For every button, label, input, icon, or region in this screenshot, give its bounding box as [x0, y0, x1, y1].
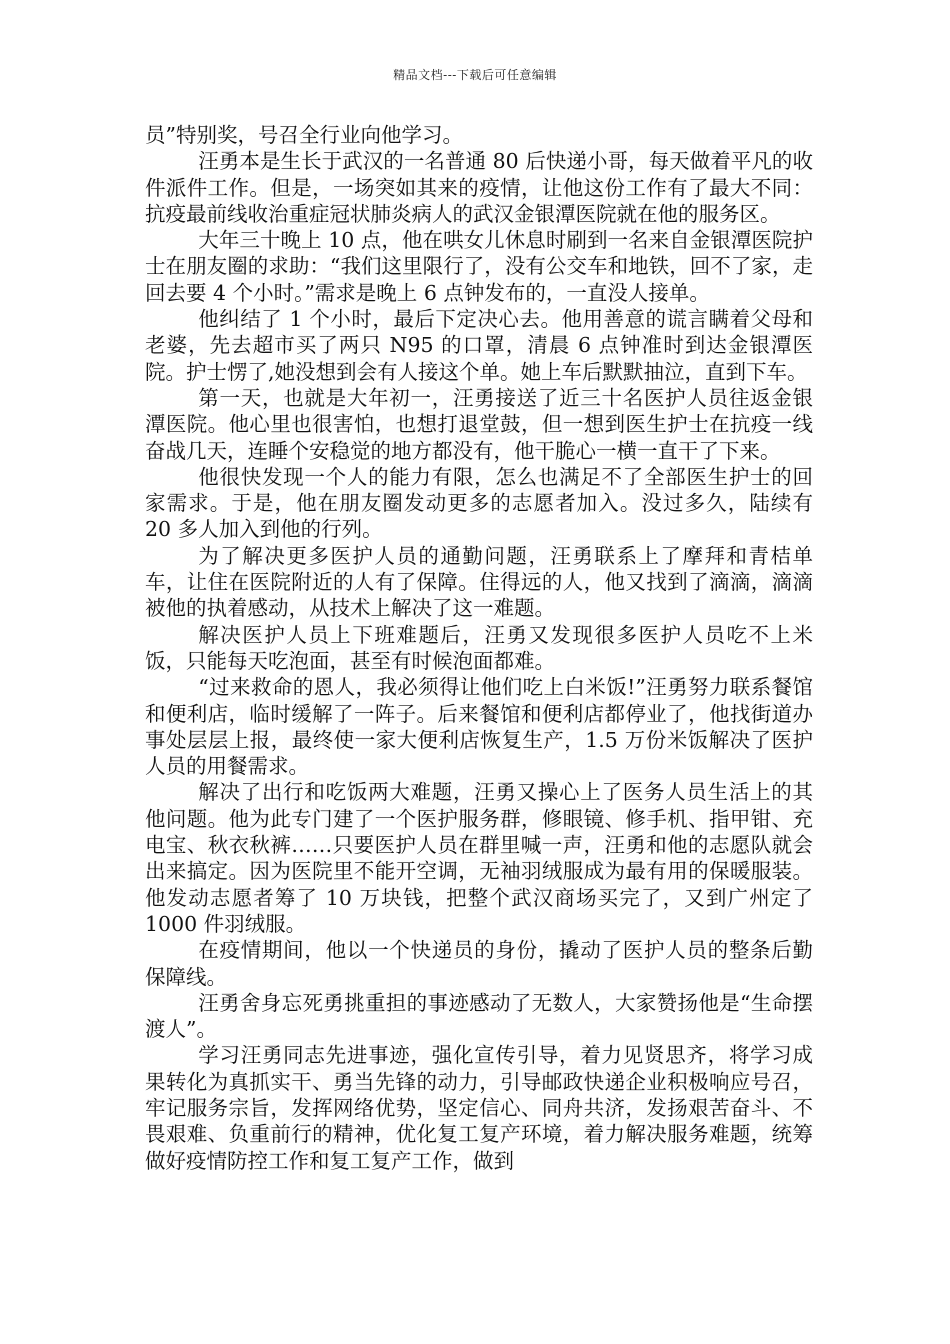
- paragraph: 第一天，也就是大年初一，汪勇接送了近三十名医护人员往返金银潭医院。他心里也很害怕，也想打退堂鼓，但一想到医生护士在抗疫一线奋战几天，连睡个安稳觉的地方都没有，他干脆心一横一直干了下来。: [145, 385, 813, 463]
- paragraph: 汪勇本是生长于武汉的一名普通 80 后快递小哥，每天做着平凡的收件派件工作。但是，一场突如其来的疫情，让他这份工作有了最大不同：抗疫最前线收治重症冠状肺炎病人的武汉金银潭医院就在他的服务区。: [145, 149, 813, 226]
- paragraph: 汪勇舍身忘死勇挑重担的事迹感动了无数人，大家赞扬他是“生命摆渡人”。: [145, 990, 813, 1042]
- paragraph: 解决了出行和吃饭两大难题，汪勇又操心上了医务人员生活上的其他问题。他为此专门建了一个医护服务群，修眼镜、修手机、指甲钳、充电宝、秋衣秋裤……只要医护人员在群里喊一声，汪勇和他的志愿队就会出来搞定。因为医院里不能开空调，无袖羽绒服成为最有用的保暖服装。他发动志愿者筹了 10 万块钱，把整个武汉商场买完了，又到广州定了 1000 件羽绒服。: [145, 780, 813, 936]
- paragraph: 解决医护人员上下班难题后，汪勇又发现很多医护人员吃不上米饭，只能每天吃泡面，甚至有时候泡面都难。: [145, 622, 813, 673]
- paragraph: 他很快发现一个人的能力有限，怎么也满足不了全部医生护士的回家需求。于是，他在朋友圈发动更多的志愿者加入。没过多久，陆续有 20 多人加入到他的行列。: [145, 464, 813, 542]
- paragraph: 在疫情期间，他以一个快递员的身份，撬动了医护人员的整条后勤保障线。: [145, 938, 813, 989]
- paragraph: “过来救命的恩人，我必须得让他们吃上白米饭!”汪勇努力联系餐馆和便利店，临时缓解了一阵子。后来餐馆和便利店都停业了，他找街道办事处层层上报，最终使一家大便利店恢复生产，1.5 万份米饭解决了医护人员的用餐需求。: [145, 675, 813, 779]
- paragraph-continuation: 员”特别奖，号召全行业向他学习。: [145, 123, 463, 147]
- page-header: 精品文档---下载后可任意编辑: [393, 68, 557, 82]
- paragraph: 为了解决更多医护人员的通勤问题，汪勇联系上了摩拜和青桔单车，让住在医院附近的人有了保障。住得远的人，他又找到了滴滴，滴滴被他的执着感动，从技术上解决了这一难题。: [145, 543, 813, 621]
- paragraph: 学习汪勇同志先进事迹，强化宣传引导，着力见贤思齐，将学习成果转化为真抓实干、勇当先锋的动力，引导邮政快递企业积极响应号召，牢记服务宗旨，发挥网络优势，坚定信心、同舟共济，发扬艰苦奋斗、不畏艰难、负重前行的精神，优化复工复产环境，着力解决服务难题，统筹做好疫情防控工作和复工复产工作，做到: [145, 1043, 813, 1173]
- paragraph: 他纠结了 1 个小时，最后下定决心去。他用善意的谎言瞒着父母和老婆，先去超市买了两只 N95 的口罩，清晨 6 点钟准时到达金银潭医院。护士愣了,她没想到会有人接这个单。她上车后默默抽泣，直到下车。: [145, 307, 813, 384]
- paragraph: 大年三十晚上 10 点，他在哄女儿休息时刷到一名来自金银潭医院护士在朋友圈的求助：“我们这里限行了，没有公交车和地铁，回不了家，走回去要 4 个小时。”需求是晚上 6 点钟发布的，一直没人接单。: [145, 228, 813, 305]
- document-body: [145, 122, 813, 1174]
